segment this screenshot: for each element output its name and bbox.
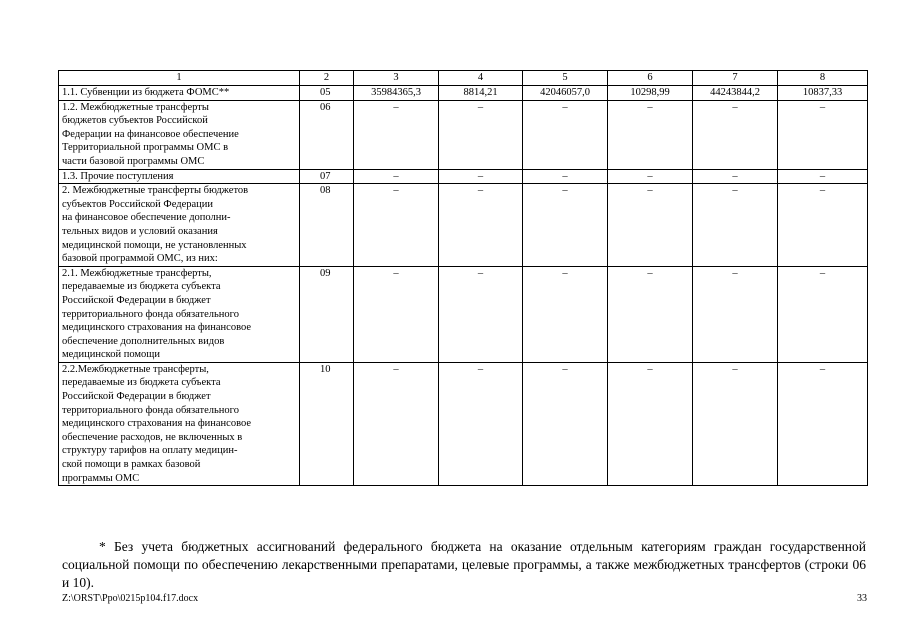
row-value: –	[354, 100, 439, 169]
row-value: 42046057,0	[523, 86, 608, 101]
footnote: * Без учета бюджетных ассигнований федерального бюджета на оказание отдельным категориям граждан государственной социальной помощи по обеспечению лекарственными препаратами, целевые программы, а также межбюджетных трансфертов (строки 06 и 10).	[62, 539, 866, 590]
row-value: –	[693, 266, 778, 362]
row-value: –	[608, 100, 693, 169]
row-value: –	[693, 184, 778, 267]
row-value: –	[523, 169, 608, 184]
row-name: 2. Межбюджетные трансферты бюджетов субъектов Российской Федерации на финансовое обеспечение дополни- тельных видов и условий оказания медицинской помощи, не установленных базовой программой ОМС, из них:	[59, 184, 300, 267]
row-name: 1.3. Прочие поступления	[59, 169, 300, 184]
row-value: 35984365,3	[354, 86, 439, 101]
row-value: –	[778, 362, 868, 485]
column-header: 5	[523, 71, 608, 86]
row-value: –	[523, 100, 608, 169]
row-value: –	[523, 362, 608, 485]
row-value: –	[778, 266, 868, 362]
row-value: –	[354, 362, 439, 485]
row-value: –	[523, 266, 608, 362]
row-value: –	[354, 184, 439, 267]
row-value: 10837,33	[778, 86, 868, 101]
table-row	[59, 169, 868, 184]
row-value: –	[354, 169, 439, 184]
table-row	[59, 86, 868, 101]
row-value: –	[608, 169, 693, 184]
funding-table	[58, 70, 868, 486]
row-code: 06	[300, 100, 354, 169]
file-path: Z:\ORST\Ppo\0215p104.f17.docx	[62, 593, 199, 604]
table-header-row	[59, 71, 868, 86]
row-value: 8814,21	[439, 86, 523, 101]
column-header: 8	[778, 71, 868, 86]
row-name: 1.1. Субвенции из бюджета ФОМС**	[59, 86, 300, 101]
column-header: 4	[439, 71, 523, 86]
row-value: –	[693, 169, 778, 184]
table-row	[59, 362, 868, 485]
column-header: 2	[300, 71, 354, 86]
row-value: –	[608, 184, 693, 267]
table-row	[59, 184, 868, 267]
row-value: –	[778, 184, 868, 267]
column-header: 7	[693, 71, 778, 86]
table-row	[59, 100, 868, 169]
row-value: –	[778, 100, 868, 169]
row-value: –	[439, 266, 523, 362]
row-code: 09	[300, 266, 354, 362]
row-code: 10	[300, 362, 354, 485]
row-value: –	[778, 169, 868, 184]
row-value: –	[439, 169, 523, 184]
table-row	[59, 266, 868, 362]
row-code: 07	[300, 169, 354, 184]
row-name: 2.1. Межбюджетные трансферты, передаваемые из бюджета субъекта Российской Федерации в бюджет территориального фонда обязательного медицинского страхования на финансовое обеспечение дополнительных видов медицинской помощи	[59, 266, 300, 362]
column-header: 6	[608, 71, 693, 86]
page-number: 33	[857, 593, 867, 604]
row-value: –	[439, 100, 523, 169]
row-value: –	[354, 266, 439, 362]
column-header: 3	[354, 71, 439, 86]
row-value: –	[608, 266, 693, 362]
row-value: 44243844,2	[693, 86, 778, 101]
row-name: 1.2. Межбюджетные трансферты бюджетов субъектов Российской Федерации на финансовое обеспечение Территориальной программы ОМС в части базовой программы ОМС	[59, 100, 300, 169]
row-value: –	[608, 362, 693, 485]
row-name: 2.2.Межбюджетные трансферты, передаваемые из бюджета субъекта Российской Федерации в бюджет территориального фонда обязательного медицинского страхования на финансовое обеспечение расходов, не включенных в структуру тарифов на оплату медицин- ской помощи в рамках базовой программы ОМС	[59, 362, 300, 485]
row-value: 10298,99	[608, 86, 693, 101]
row-value: –	[439, 362, 523, 485]
row-code: 08	[300, 184, 354, 267]
row-value: –	[693, 362, 778, 485]
table-body	[59, 86, 868, 486]
row-value: –	[439, 184, 523, 267]
column-header: 1	[59, 71, 300, 86]
row-value: –	[523, 184, 608, 267]
row-value: –	[693, 100, 778, 169]
row-code: 05	[300, 86, 354, 101]
